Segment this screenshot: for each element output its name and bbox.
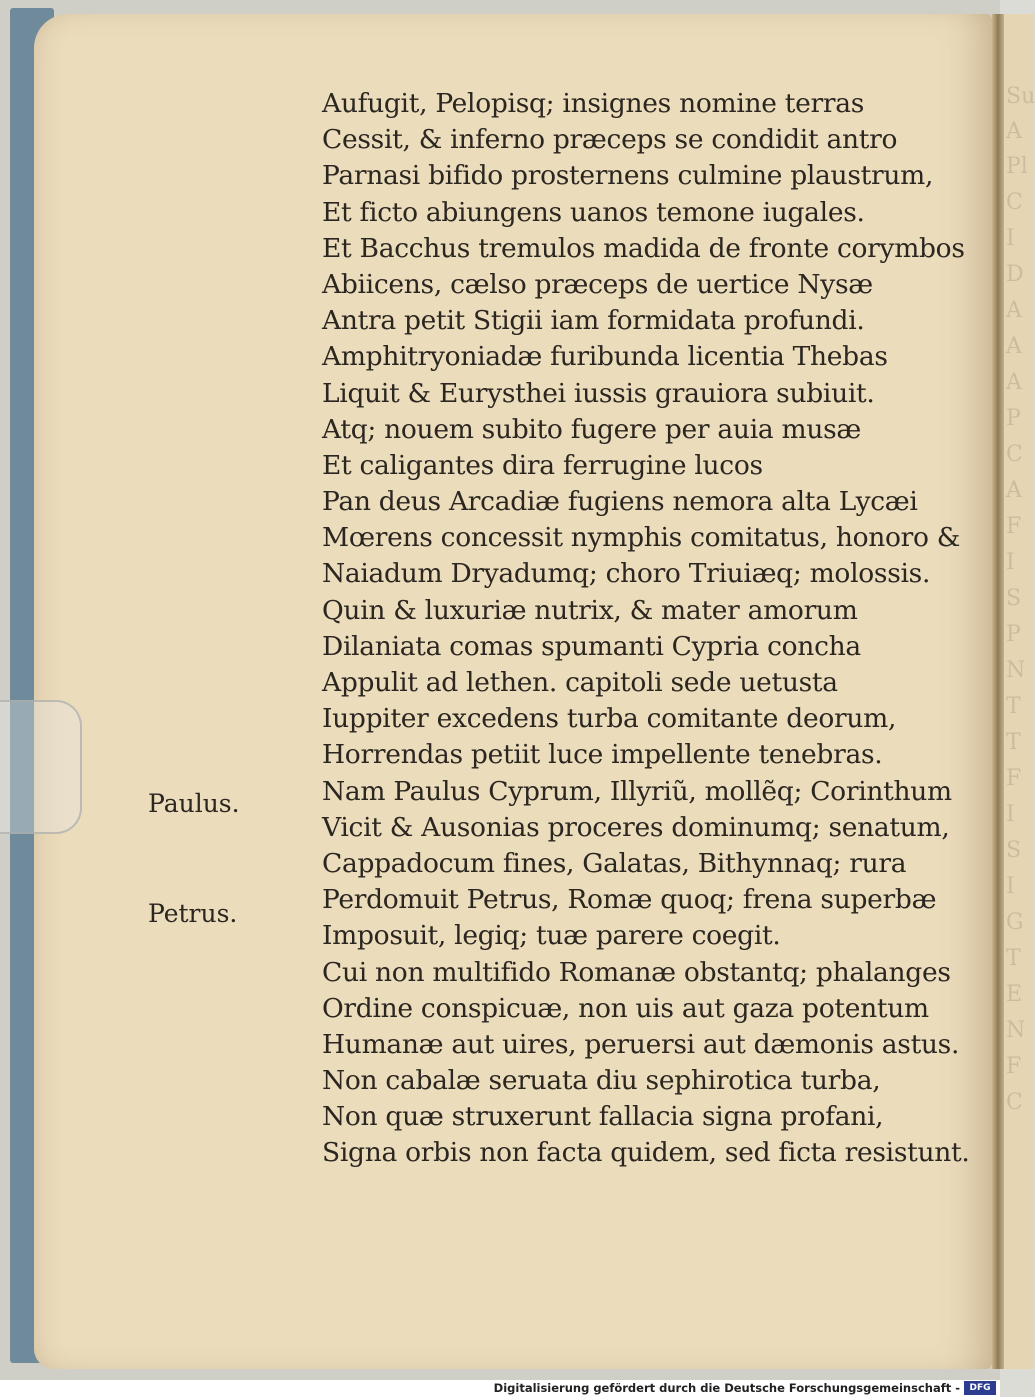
- verse-line: Et Bacchus tremulos madida de fronte corymbos: [322, 232, 965, 264]
- book-gutter: [992, 14, 1004, 1369]
- footer-bar: [0, 1380, 1000, 1397]
- verse-line: Horrendas petiit luce impellente tenebras.: [322, 739, 883, 771]
- marginal-note-petrus: Petrus.: [148, 899, 238, 928]
- verse-line: Et ficto abiungens uanos temone iugales.: [322, 196, 865, 228]
- verse-line: Imposuit, legiq; tuæ parere coegit.: [322, 920, 781, 952]
- verse-line: Perdomuit Petrus, Romæ quoq; frena superbæ: [322, 884, 937, 916]
- verse-line: Atq; nouem subito fugere per auia musæ: [322, 413, 861, 445]
- verse-text-block: [322, 86, 970, 1172]
- funding-credit: Digitalisierung gefördert durch die Deutsche Forschungsgemeinschaft -: [493, 1381, 960, 1395]
- verse-line: Antra petit Stigii iam formidata profundi.: [322, 305, 865, 337]
- verse-line: Dilaniata comas spumanti Cypria concha: [322, 630, 861, 662]
- verse-line: Vicit & Ausonias proceres dominumq; senatum,: [322, 811, 950, 843]
- verse-line: Amphitryoniadæ furibunda licentia Thebas: [322, 341, 888, 373]
- verse-line: Cui non multifido Romanæ obstantq; phalanges: [322, 956, 951, 988]
- book-page: [34, 14, 1035, 1369]
- verse-line: Humanæ aut uires, peruersi aut dæmonis astus.: [322, 1028, 960, 1060]
- verse-line: Et caligantes dira ferrugine lucos: [322, 449, 763, 481]
- verse-line: Appulit ad lethen. capitoli sede uetusta: [322, 667, 838, 698]
- facing-page-edge: Su A Pl C I D A A A P C A F I S P N T T F I S I G T E N F C: [1004, 14, 1034, 1369]
- verse-line: Mœrens concessit nymphis comitatus, honoro &: [322, 522, 961, 554]
- verse-line: Nam Paulus Cyprum, Illyriũ, mollẽq; Corinthum: [322, 775, 952, 807]
- verse-line: Aufugit, Pelopisq; insignes nomine terras: [322, 88, 865, 119]
- verse-line: Iuppiter excedens turba comitante deorum,: [322, 703, 897, 735]
- verse-line: Cessit, & inferno præceps se condidit antro: [322, 124, 898, 156]
- verse-line: Signa orbis non facta quidem, sed ficta resistunt.: [322, 1137, 970, 1169]
- verse-line: Parnasi bifido prosternens culmine plaustrum,: [322, 160, 934, 192]
- verse-line: Cappadocum fines, Galatas, Bithynnaq; rura: [322, 847, 907, 879]
- verse-line: Naiadum Dryadumq; choro Triuiæq; molossis.: [322, 558, 931, 590]
- verse-line: Non cabalæ seruata diu sephirotica turba,: [322, 1065, 881, 1097]
- verse-line: Pan deus Arcadiæ fugiens nemora alta Lycæi: [322, 486, 918, 518]
- verse-line: Liquit & Eurysthei iussis grauiora subiuit.: [322, 377, 875, 409]
- dfg-logo: DFG: [964, 1381, 996, 1395]
- verse-line: Non quæ struxerunt fallacia signa profani,: [322, 1101, 884, 1133]
- verse-line: Ordine conspicuæ, non uis aut gaza potentum: [322, 992, 929, 1024]
- verse-line: Quin & luxuriæ nutrix, & mater amorum: [322, 594, 858, 626]
- plastic-page-clip: [0, 700, 82, 834]
- marginal-note-paulus: Paulus.: [148, 789, 240, 818]
- verse-line: Abiicens, cælso præceps de uertice Nysæ: [322, 268, 873, 300]
